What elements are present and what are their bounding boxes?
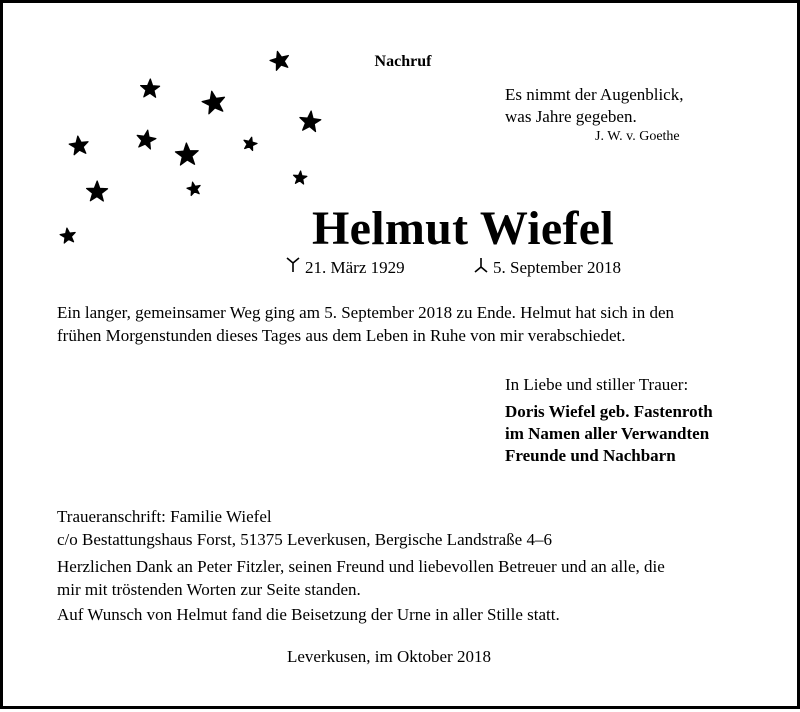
address-line-2: c/o Bestattungshaus Forst, 51375 Leverkusen, Bergische Landstraße 4–6 (57, 530, 552, 549)
death-date-line (471, 257, 621, 278)
thanks-line-2: mir mit tröstenden Worten zur Seite standen. (57, 580, 361, 599)
quote-line-1: Es nimmt der Augenblick, (505, 85, 684, 104)
birth-date-line (283, 257, 405, 278)
birth-date: 21. März 1929 (305, 258, 405, 277)
mourning-intro: In Liebe und stiller Trauer: (505, 375, 689, 394)
star-icon (293, 170, 307, 184)
deceased-name: Helmut Wiefel (311, 202, 615, 255)
address-line-1: Traueranschrift: Familie Wiefel (57, 507, 272, 526)
mourner-1: Doris Wiefel geb. Fastenroth (505, 402, 713, 421)
star-icon (135, 129, 157, 150)
mourner-3: Freunde und Nachbarn (505, 446, 676, 465)
star-icon (140, 79, 160, 98)
star-icon (242, 136, 258, 152)
message-line-2: frühen Morgenstunden dieses Tages aus dem Leben in Ruhe von mir verabschiedet. (57, 326, 626, 345)
thanks-line-1: Herzlichen Dank an Peter Fitzler, seinen Freund und liebevollen Betreuer und an alle, die (57, 557, 665, 576)
star-icon (201, 89, 228, 115)
star-icon (86, 181, 107, 201)
death-rune-icon (471, 257, 491, 278)
death-date: 5. September 2018 (493, 258, 621, 277)
heading-text: Nachruf (374, 53, 432, 70)
quote-author: J. W. v. Goethe (595, 129, 680, 144)
quote-line-2: was Jahre gegeben. (505, 107, 637, 126)
notice-heading (3, 53, 800, 71)
star-icon (175, 142, 199, 165)
place-and-date: Leverkusen, im Oktober 2018 (287, 647, 491, 666)
star-icon (186, 181, 202, 196)
star-icon (68, 135, 89, 155)
mourner-2: im Namen aller Verwandten (505, 424, 710, 443)
message-line-1: Ein langer, gemeinsamer Weg ging am 5. September 2018 zu Ende. Helmut hat sich in den (57, 303, 675, 322)
birth-rune-icon (283, 257, 303, 278)
star-icon (299, 110, 322, 132)
burial-note: Auf Wunsch von Helmut fand die Beisetzung der Urne in aller Stille statt. (57, 605, 560, 624)
